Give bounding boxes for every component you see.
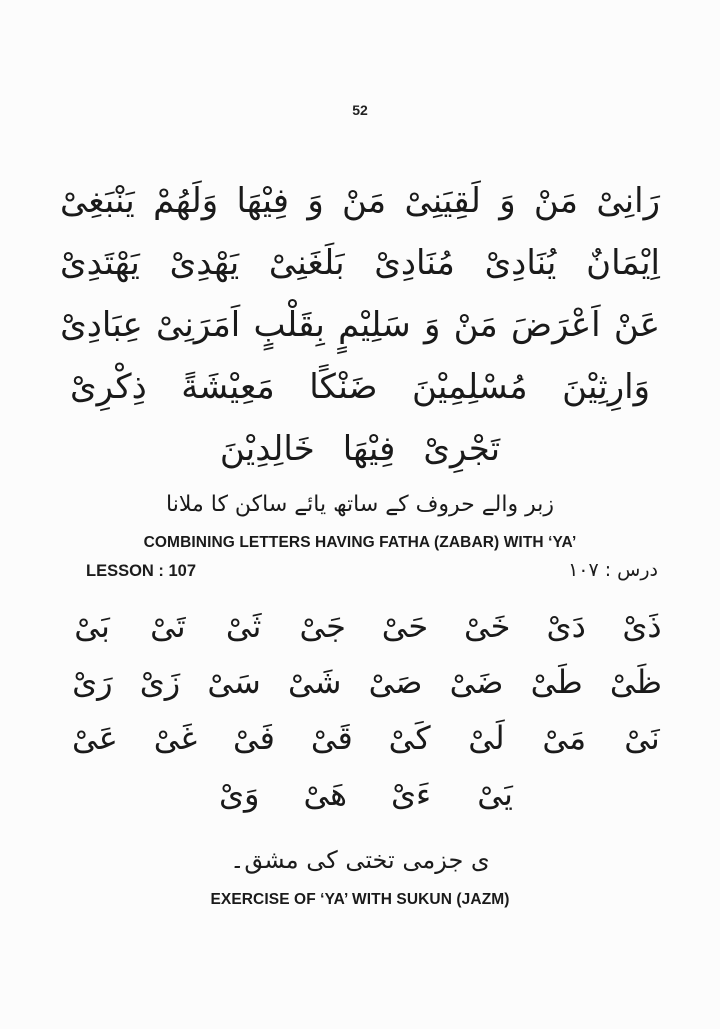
word: مَنْ: [533, 181, 579, 221]
letter-row-1: [72, 598, 662, 654]
letter-combination: ذَىْ: [622, 607, 662, 645]
word: رَانِىْ: [596, 181, 660, 221]
letter-combination: طَىْ: [530, 663, 583, 701]
letter-combination: ظَىْ: [609, 663, 662, 701]
lesson-row: [86, 559, 658, 586]
letter-combination: غَىْ: [153, 719, 198, 757]
letter-row-4: [72, 766, 662, 822]
word: يَهْتَدِىْ: [60, 243, 140, 283]
letter-combination: صَىْ: [368, 663, 423, 701]
letter-combination: وَىْ: [218, 775, 260, 813]
word: وَ: [499, 181, 516, 221]
word: يُنَادِىْ: [484, 243, 557, 283]
word: مَعِيْشَةً: [181, 367, 275, 407]
letter-row-2: [72, 654, 662, 710]
section-urdu-title: زبر والے حروف کے ساتھ یائے ساکن کا ملانا: [166, 492, 554, 517]
verse-block: [60, 170, 660, 480]
letter-combination: يَىْ: [477, 775, 513, 813]
word: لَقِيَنِىْ: [404, 181, 481, 221]
word: اِيْمَانٌ: [586, 243, 660, 283]
letter-combination: شَىْ: [287, 663, 342, 701]
letter-combination: تَىْ: [150, 607, 186, 645]
word: يَنْبَغِىْ: [60, 181, 135, 221]
word: ضَنْكًا: [309, 367, 378, 407]
word: تَجْرِىْ: [423, 429, 501, 469]
word: فِيْهَا: [342, 429, 396, 469]
letter-combination: خَىْ: [463, 607, 511, 645]
verse-line-3: [60, 294, 660, 356]
word: مَنْ: [453, 305, 498, 345]
verse-line-5: [60, 418, 660, 480]
word: اَعْرَضَ: [510, 305, 601, 345]
letter-combination: سَىْ: [207, 663, 261, 701]
page-number: 52: [352, 102, 368, 118]
word: يَهْدِىْ: [169, 243, 240, 283]
word: وَ: [423, 305, 441, 345]
word: مُنَادِىْ: [374, 243, 455, 283]
word: وَلَهُمْ: [153, 181, 219, 221]
verse-line-1: [60, 170, 660, 232]
word: اَمَرَنِىْ: [156, 305, 241, 345]
letter-grid: [72, 598, 662, 822]
letter-combination: عَىْ: [72, 719, 118, 757]
letter-combination: رَىْ: [72, 663, 113, 701]
letter-combination: جَىْ: [299, 607, 346, 645]
word: وَ: [307, 181, 324, 221]
letter-combination: هَىْ: [303, 775, 347, 813]
word: سَلِيْمٍ: [338, 305, 411, 345]
verse-line-4: [60, 356, 660, 418]
exercise-urdu-title: ی جزمی تختی کی مشق۔: [230, 846, 490, 874]
letter-combination: لَىْ: [468, 719, 505, 757]
letter-row-3: [72, 710, 662, 766]
letter-combination: فَىْ: [232, 719, 275, 757]
letter-combination: نَىْ: [624, 719, 660, 757]
letter-combination: ضَىْ: [449, 663, 504, 701]
letter-combination: كَىْ: [388, 719, 431, 757]
word: عِبَادِىْ: [60, 305, 143, 345]
lesson-number-english: LESSON : 107: [86, 562, 197, 580]
letter-combination: دَىْ: [546, 607, 586, 645]
word: ذِكْرِىْ: [70, 367, 147, 407]
exercise-english-title: EXERCISE OF ‘YA’ WITH SUKUN (JAZM): [210, 891, 510, 908]
letter-combination: حَىْ: [381, 607, 429, 645]
word: مَنْ: [342, 181, 387, 221]
letter-combination: قَىْ: [310, 719, 353, 757]
word: بِقَلْبٍ: [253, 305, 325, 345]
letter-combination: ءَىْ: [390, 775, 432, 813]
word: مُسْلِمِيْنَ: [411, 367, 528, 407]
letter-combination: بَىْ: [74, 607, 110, 645]
letter-combination: ثَىْ: [225, 607, 262, 645]
word: عَنْ: [613, 305, 660, 345]
lesson-number-urdu: درس : ۱۰۷: [568, 559, 658, 581]
verse-line-2: [60, 232, 660, 294]
word: خَالِدِيْنَ: [219, 429, 315, 469]
word: بَلَغَنِىْ: [268, 243, 345, 283]
letter-combination: زَىْ: [139, 663, 181, 701]
section-english-title: COMBINING LETTERS HAVING FATHA (ZABAR) WITH ‘YA’: [143, 534, 577, 551]
letter-combination: مَىْ: [542, 719, 587, 757]
word: فِيْهَا: [236, 181, 289, 221]
word: وَارِثِيْنَ: [562, 367, 650, 407]
